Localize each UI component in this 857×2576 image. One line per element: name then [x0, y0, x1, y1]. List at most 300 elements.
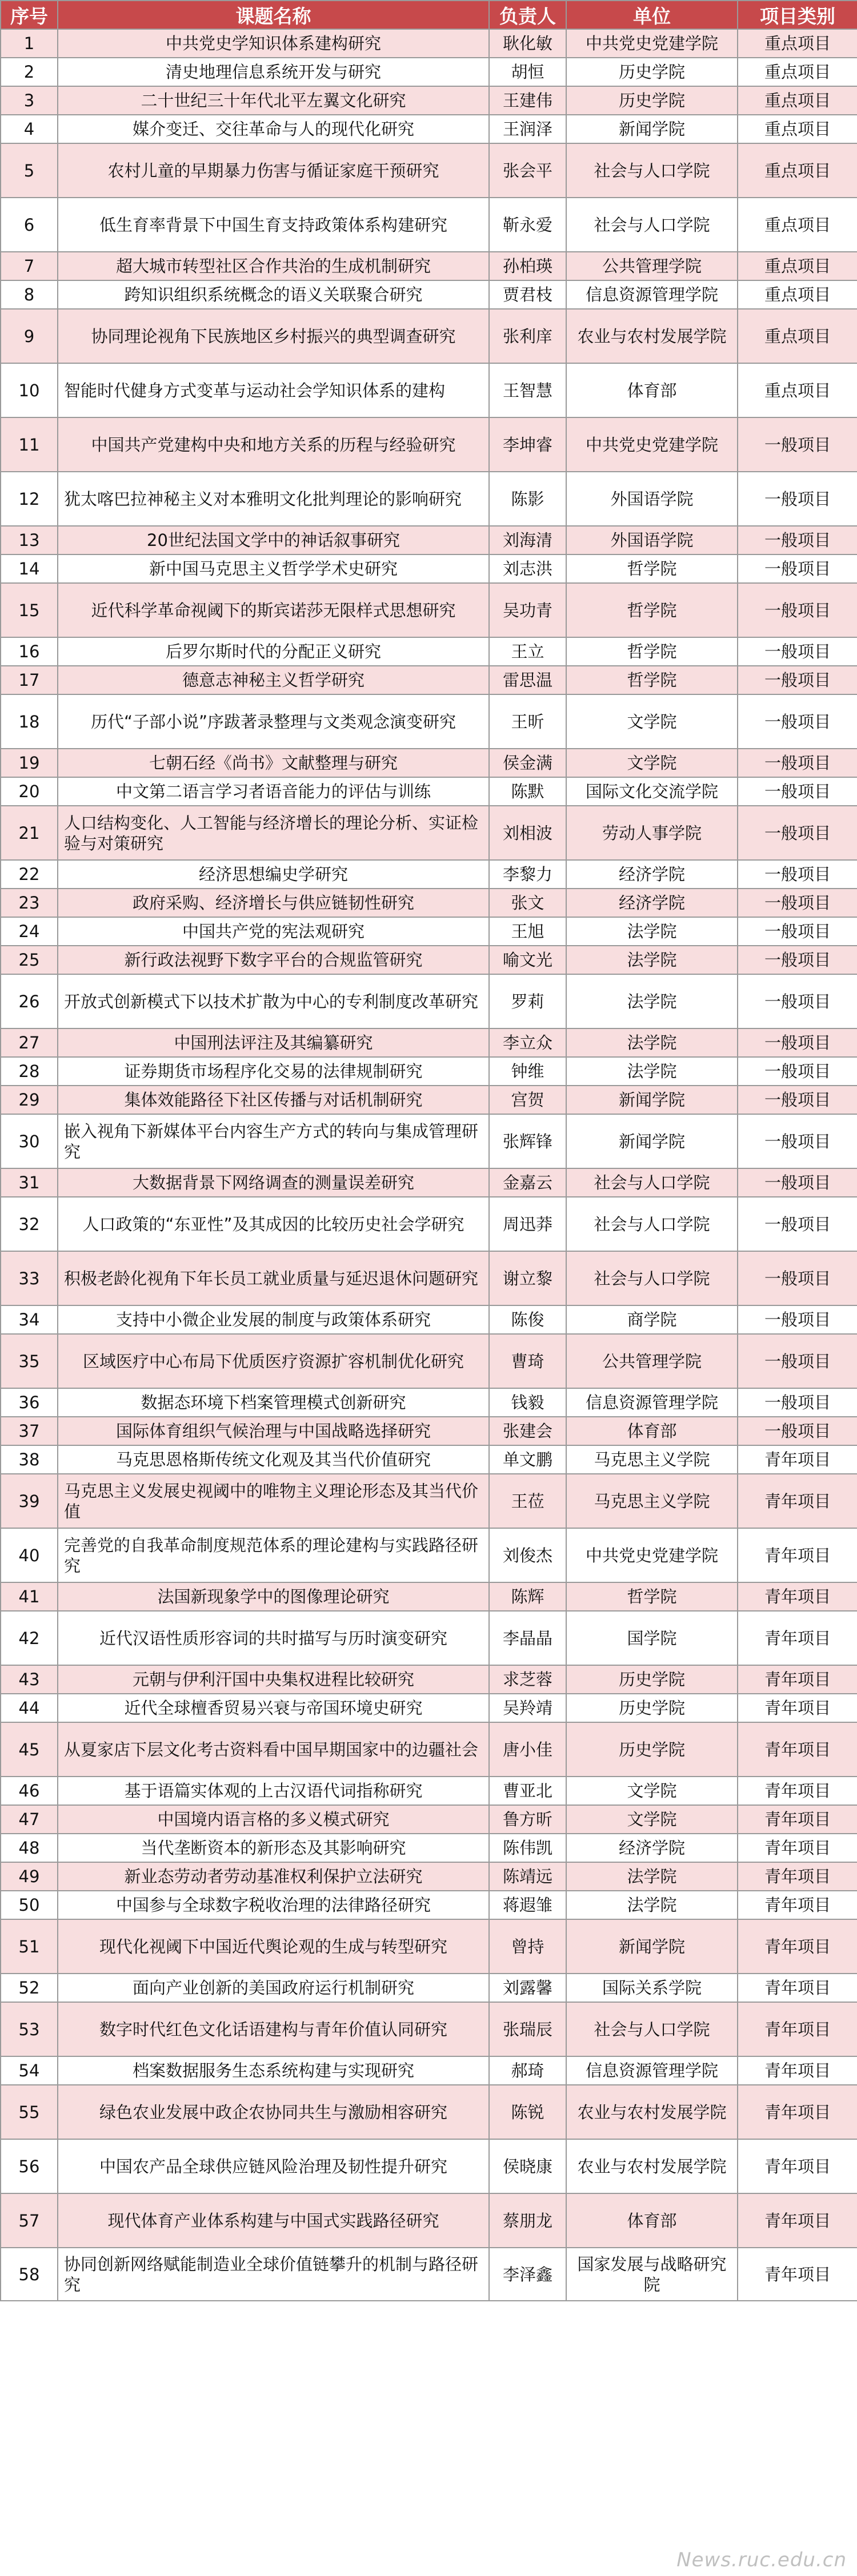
cell-number: 6: [1, 198, 58, 252]
cell-leader: 李黎力: [489, 860, 566, 889]
cell-category: 青年项目: [738, 1694, 857, 1722]
cell-number: 39: [1, 1474, 58, 1528]
cell-project-title: 中共党史学知识体系建构研究: [58, 29, 489, 58]
cell-number: 1: [1, 29, 58, 58]
cell-leader: 靳永爱: [489, 198, 566, 252]
cell-project-title: 基于语篇实体观的上古汉语代词指称研究: [58, 1777, 489, 1805]
table-row: [1, 58, 857, 86]
table-row: [1, 143, 857, 198]
cell-unit: 法学院: [566, 1028, 738, 1057]
table-row: [1, 1305, 857, 1334]
cell-number: 51: [1, 1919, 58, 1974]
cell-unit: 商学院: [566, 1305, 738, 1334]
cell-project-title: 清史地理信息系统开发与研究: [58, 58, 489, 86]
table-row: [1, 806, 857, 860]
cell-project-title: 德意志神秘主义哲学研究: [58, 666, 489, 694]
cell-category: 青年项目: [738, 1611, 857, 1665]
cell-number: 46: [1, 1777, 58, 1805]
table-row: [1, 1611, 857, 1665]
cell-number: 58: [1, 2248, 58, 2301]
cell-number: 27: [1, 1028, 58, 1057]
cell-project-title: 现代体育产业体系构建与中国式实践路径研究: [58, 2193, 489, 2248]
cell-project-title: 经济思想编史学研究: [58, 860, 489, 889]
table-row: [1, 666, 857, 694]
table-row: [1, 1028, 857, 1057]
cell-number: 35: [1, 1334, 58, 1388]
cell-category: 青年项目: [738, 1805, 857, 1834]
table-row: [1, 280, 857, 309]
cell-project-title: 七朝石经《尚书》文献整理与研究: [58, 749, 489, 777]
cell-leader: 吴功青: [489, 583, 566, 637]
table-row: [1, 1086, 857, 1114]
cell-category: 一般项目: [738, 1417, 857, 1445]
cell-project-title: 跨知识组织系统概念的语义关联聚合研究: [58, 280, 489, 309]
cell-project-title: 农村儿童的早期暴力伤害与循证家庭干预研究: [58, 143, 489, 198]
cell-project-title: 低生育率背景下中国生育支持政策体系构建研究: [58, 198, 489, 252]
cell-leader: 陈俊: [489, 1305, 566, 1334]
cell-leader: 张会平: [489, 143, 566, 198]
header-no: 序号: [1, 1, 58, 29]
cell-project-title: 法国新现象学中的图像理论研究: [58, 1582, 489, 1611]
cell-number: 37: [1, 1417, 58, 1445]
cell-category: 青年项目: [738, 2139, 857, 2193]
cell-project-title: 二十世纪三十年代北平左翼文化研究: [58, 86, 489, 115]
cell-number: 32: [1, 1197, 58, 1251]
cell-project-title: 当代垄断资本的新形态及其影响研究: [58, 1834, 489, 1862]
cell-category: 一般项目: [738, 806, 857, 860]
table-row: [1, 554, 857, 583]
table-row: [1, 2139, 857, 2193]
cell-unit: 公共管理学院: [566, 1334, 738, 1388]
cell-category: 一般项目: [738, 1028, 857, 1057]
cell-unit: 法学院: [566, 1057, 738, 1086]
table-row: [1, 472, 857, 526]
table-row: [1, 115, 857, 143]
cell-unit: 法学院: [566, 946, 738, 974]
cell-category: 重点项目: [738, 115, 857, 143]
cell-number: 3: [1, 86, 58, 115]
header-unit: 单位: [566, 1, 738, 29]
cell-category: 重点项目: [738, 29, 857, 58]
table-row: [1, 583, 857, 637]
site-watermark: News.ruc.edu.cn: [676, 2549, 847, 2571]
cell-unit: 新闻学院: [566, 1114, 738, 1168]
cell-unit: 新闻学院: [566, 115, 738, 143]
cell-category: 青年项目: [738, 2056, 857, 2085]
cell-project-title: 新行政法视野下数字平台的合规监管研究: [58, 946, 489, 974]
cell-leader: 曾持: [489, 1919, 566, 1974]
cell-unit: 社会与人口学院: [566, 143, 738, 198]
cell-project-title: 智能时代健身方式变革与运动社会学知识体系的建构: [58, 363, 489, 417]
cell-leader: 胡恒: [489, 58, 566, 86]
table-row: [1, 2085, 857, 2139]
cell-unit: 法学院: [566, 1862, 738, 1891]
cell-number: 18: [1, 694, 58, 749]
table-row: [1, 1388, 857, 1417]
cell-unit: 经济学院: [566, 860, 738, 889]
table-row: [1, 198, 857, 252]
cell-category: 一般项目: [738, 472, 857, 526]
cell-category: 重点项目: [738, 280, 857, 309]
cell-leader: 张瑞辰: [489, 2002, 566, 2056]
cell-project-title: 证券期货市场程序化交易的法律规制研究: [58, 1057, 489, 1086]
cell-leader: 蒋遐雏: [489, 1891, 566, 1919]
table-row: [1, 1474, 857, 1528]
cell-category: 一般项目: [738, 554, 857, 583]
cell-number: 50: [1, 1891, 58, 1919]
cell-project-title: 中国共产党建构中央和地方关系的历程与经验研究: [58, 417, 489, 472]
cell-project-title: 绿色农业发展中政企农协同共生与激励相容研究: [58, 2085, 489, 2139]
cell-category: 一般项目: [738, 946, 857, 974]
cell-project-title: 中国共产党的宪法观研究: [58, 917, 489, 946]
cell-number: 4: [1, 115, 58, 143]
cell-unit: 体育部: [566, 363, 738, 417]
cell-number: 5: [1, 143, 58, 198]
cell-project-title: 从夏家店下层文化考古资料看中国早期国家中的边疆社会: [58, 1722, 489, 1777]
cell-unit: 经济学院: [566, 1834, 738, 1862]
cell-category: 一般项目: [738, 889, 857, 917]
cell-number: 7: [1, 252, 58, 280]
cell-category: 一般项目: [738, 417, 857, 472]
cell-project-title: 数字时代红色文化话语建构与青年价值认同研究: [58, 2002, 489, 2056]
cell-leader: 刘俊杰: [489, 1528, 566, 1582]
table-row: [1, 1722, 857, 1777]
cell-number: 43: [1, 1665, 58, 1694]
table-row: [1, 1805, 857, 1834]
cell-category: 青年项目: [738, 1777, 857, 1805]
cell-leader: 金嘉云: [489, 1168, 566, 1197]
cell-unit: 历史学院: [566, 1722, 738, 1777]
cell-category: 重点项目: [738, 86, 857, 115]
table-row: [1, 309, 857, 363]
cell-unit: 社会与人口学院: [566, 1251, 738, 1305]
cell-number: 31: [1, 1168, 58, 1197]
cell-leader: 陈伟凯: [489, 1834, 566, 1862]
cell-number: 36: [1, 1388, 58, 1417]
cell-number: 19: [1, 749, 58, 777]
table-row: [1, 1528, 857, 1582]
cell-project-title: 协同创新网络赋能制造业全球价值链攀升的机制与路径研究: [58, 2248, 489, 2301]
cell-leader: 贾君枝: [489, 280, 566, 309]
cell-unit: 体育部: [566, 1417, 738, 1445]
cell-unit: 哲学院: [566, 666, 738, 694]
cell-project-title: 中文第二语言学习者语音能力的评估与训练: [58, 777, 489, 806]
table-row: [1, 1168, 857, 1197]
table-row: [1, 363, 857, 417]
cell-number: 21: [1, 806, 58, 860]
cell-unit: 国际文化交流学院: [566, 777, 738, 806]
cell-number: 29: [1, 1086, 58, 1114]
table-row: [1, 1665, 857, 1694]
cell-category: 一般项目: [738, 860, 857, 889]
cell-unit: 法学院: [566, 917, 738, 946]
cell-project-title: 新业态劳动者劳动基准权利保护立法研究: [58, 1862, 489, 1891]
table-row: [1, 252, 857, 280]
cell-project-title: 集体效能路径下社区传播与对话机制研究: [58, 1086, 489, 1114]
cell-leader: 王莅: [489, 1474, 566, 1528]
cell-leader: 求芝蓉: [489, 1665, 566, 1694]
cell-unit: 马克思主义学院: [566, 1474, 738, 1528]
cell-number: 11: [1, 417, 58, 472]
cell-number: 15: [1, 583, 58, 637]
cell-category: 一般项目: [738, 1334, 857, 1388]
cell-number: 41: [1, 1582, 58, 1611]
cell-category: 青年项目: [738, 1722, 857, 1777]
cell-category: 青年项目: [738, 1862, 857, 1891]
cell-category: 青年项目: [738, 2085, 857, 2139]
cell-number: 40: [1, 1528, 58, 1582]
cell-leader: 李坤睿: [489, 417, 566, 472]
cell-leader: 张建会: [489, 1417, 566, 1445]
cell-leader: 曹亚北: [489, 1777, 566, 1805]
cell-unit: 国学院: [566, 1611, 738, 1665]
cell-category: 一般项目: [738, 1251, 857, 1305]
cell-leader: 李泽鑫: [489, 2248, 566, 2301]
cell-number: 25: [1, 946, 58, 974]
cell-leader: 侯金满: [489, 749, 566, 777]
cell-unit: 新闻学院: [566, 1919, 738, 1974]
cell-leader: 钟维: [489, 1057, 566, 1086]
cell-unit: 经济学院: [566, 889, 738, 917]
cell-unit: 中共党史党建学院: [566, 1528, 738, 1582]
cell-leader: 蔡朋龙: [489, 2193, 566, 2248]
cell-unit: 社会与人口学院: [566, 2002, 738, 2056]
cell-category: 一般项目: [738, 974, 857, 1028]
table-row: [1, 1057, 857, 1086]
cell-number: 24: [1, 917, 58, 946]
cell-project-title: 大数据背景下网络调查的测量误差研究: [58, 1168, 489, 1197]
cell-unit: 哲学院: [566, 1582, 738, 1611]
table-row: [1, 417, 857, 472]
cell-project-title: 支持中小微企业发展的制度与政策体系研究: [58, 1305, 489, 1334]
cell-number: 48: [1, 1834, 58, 1862]
cell-leader: 陈靖远: [489, 1862, 566, 1891]
cell-number: 26: [1, 974, 58, 1028]
cell-category: 青年项目: [738, 1919, 857, 1974]
cell-number: 17: [1, 666, 58, 694]
cell-number: 13: [1, 526, 58, 554]
cell-leader: 李晶晶: [489, 1611, 566, 1665]
cell-unit: 农业与农村发展学院: [566, 309, 738, 363]
cell-number: 8: [1, 280, 58, 309]
cell-unit: 社会与人口学院: [566, 1197, 738, 1251]
cell-category: 一般项目: [738, 1086, 857, 1114]
cell-unit: 公共管理学院: [566, 252, 738, 280]
cell-unit: 历史学院: [566, 58, 738, 86]
cell-project-title: 近代全球檀香贸易兴衰与帝国环境史研究: [58, 1694, 489, 1722]
cell-unit: 外国语学院: [566, 526, 738, 554]
cell-project-title: 嵌入视角下新媒体平台内容生产方式的转向与集成管理研究: [58, 1114, 489, 1168]
table-row: [1, 1834, 857, 1862]
table-row: [1, 777, 857, 806]
cell-unit: 社会与人口学院: [566, 198, 738, 252]
cell-number: 45: [1, 1722, 58, 1777]
cell-leader: 单文鹏: [489, 1445, 566, 1474]
cell-unit: 文学院: [566, 749, 738, 777]
cell-project-title: 政府采购、经济增长与供应链韧性研究: [58, 889, 489, 917]
table-row: [1, 86, 857, 115]
cell-number: 52: [1, 1974, 58, 2002]
cell-category: 青年项目: [738, 1528, 857, 1582]
cell-project-title: 积极老龄化视角下年长员工就业质量与延迟退休问题研究: [58, 1251, 489, 1305]
cell-project-title: 犹太喀巴拉神秘主义对本雅明文化批判理论的影响研究: [58, 472, 489, 526]
cell-number: 44: [1, 1694, 58, 1722]
cell-number: 55: [1, 2085, 58, 2139]
cell-leader: 王智慧: [489, 363, 566, 417]
cell-unit: 国际关系学院: [566, 1974, 738, 2002]
cell-project-title: 历代“子部小说”序跋著录整理与文类观念演变研究: [58, 694, 489, 749]
table-row: [1, 1919, 857, 1974]
cell-category: 青年项目: [738, 1665, 857, 1694]
cell-leader: 鲁方昕: [489, 1805, 566, 1834]
table-row: [1, 889, 857, 917]
cell-leader: 谢立黎: [489, 1251, 566, 1305]
table-row: [1, 946, 857, 974]
cell-number: 56: [1, 2139, 58, 2193]
cell-number: 47: [1, 1805, 58, 1834]
table-row: [1, 1891, 857, 1919]
table-row: [1, 1334, 857, 1388]
cell-project-title: 开放式创新模式下以技术扩散为中心的专利制度改革研究: [58, 974, 489, 1028]
table-body: [1, 29, 857, 2301]
table-row: [1, 2056, 857, 2085]
cell-unit: 文学院: [566, 694, 738, 749]
cell-unit: 体育部: [566, 2193, 738, 2248]
table-row: [1, 1694, 857, 1722]
table-row: [1, 917, 857, 946]
cell-unit: 法学院: [566, 1891, 738, 1919]
cell-project-title: 中国农产品全球供应链风险治理及韧性提升研究: [58, 2139, 489, 2193]
cell-leader: 王昕: [489, 694, 566, 749]
cell-number: 54: [1, 2056, 58, 2085]
cell-number: 38: [1, 1445, 58, 1474]
table-row: [1, 2002, 857, 2056]
cell-leader: 张文: [489, 889, 566, 917]
cell-project-title: 中国刑法评注及其编纂研究: [58, 1028, 489, 1057]
cell-unit: 文学院: [566, 1777, 738, 1805]
cell-category: 重点项目: [738, 252, 857, 280]
cell-category: 重点项目: [738, 198, 857, 252]
table-row: [1, 1197, 857, 1251]
cell-category: 重点项目: [738, 58, 857, 86]
cell-unit: 历史学院: [566, 86, 738, 115]
cell-unit: 社会与人口学院: [566, 1168, 738, 1197]
cell-project-title: 中国参与全球数字税收治理的法律路径研究: [58, 1891, 489, 1919]
cell-leader: 陈锐: [489, 2085, 566, 2139]
cell-project-title: 马克思主义发展史视阈中的唯物主义理论形态及其当代价值: [58, 1474, 489, 1528]
cell-project-title: 近代科学革命视阈下的斯宾诺莎无限样式思想研究: [58, 583, 489, 637]
cell-project-title: 超大城市转型社区合作共治的生成机制研究: [58, 252, 489, 280]
cell-number: 10: [1, 363, 58, 417]
cell-leader: 陈默: [489, 777, 566, 806]
cell-unit: 中共党史党建学院: [566, 29, 738, 58]
table-row: [1, 749, 857, 777]
cell-category: 一般项目: [738, 1168, 857, 1197]
cell-category: 一般项目: [738, 749, 857, 777]
cell-category: 一般项目: [738, 526, 857, 554]
cell-leader: 张利庠: [489, 309, 566, 363]
cell-leader: 郝琦: [489, 2056, 566, 2085]
cell-unit: 历史学院: [566, 1665, 738, 1694]
cell-unit: 哲学院: [566, 637, 738, 666]
cell-project-title: 人口政策的“东亚性”及其成因的比较历史社会学研究: [58, 1197, 489, 1251]
cell-category: 一般项目: [738, 1057, 857, 1086]
cell-leader: 周迅莽: [489, 1197, 566, 1251]
table-row: [1, 2248, 857, 2301]
cell-leader: 曹琦: [489, 1334, 566, 1388]
cell-project-title: 区域医疗中心布局下优质医疗资源扩容机制优化研究: [58, 1334, 489, 1388]
header-lead: 负责人: [489, 1, 566, 29]
cell-category: 青年项目: [738, 1834, 857, 1862]
table-header: [1, 1, 857, 29]
cell-project-title: 元朝与伊利汗国中央集权进程比较研究: [58, 1665, 489, 1694]
cell-project-title: 完善党的自我革命制度规范体系的理论建构与实践路径研究: [58, 1528, 489, 1582]
cell-category: 青年项目: [738, 1582, 857, 1611]
cell-unit: 信息资源管理学院: [566, 1388, 738, 1417]
cell-project-title: 近代汉语性质形容词的共时描写与历时演变研究: [58, 1611, 489, 1665]
table-row: [1, 1974, 857, 2002]
table-row: [1, 1445, 857, 1474]
table-row: [1, 1114, 857, 1168]
cell-project-title: 人口结构变化、人工智能与经济增长的理论分析、实证检验与对策研究: [58, 806, 489, 860]
cell-unit: 劳动人事学院: [566, 806, 738, 860]
cell-leader: 唐小佳: [489, 1722, 566, 1777]
cell-project-title: 面向产业创新的美国政府运行机制研究: [58, 1974, 489, 2002]
cell-category: 一般项目: [738, 917, 857, 946]
cell-category: 重点项目: [738, 143, 857, 198]
cell-number: 23: [1, 889, 58, 917]
table-row: [1, 974, 857, 1028]
cell-category: 一般项目: [738, 637, 857, 666]
cell-leader: 刘露馨: [489, 1974, 566, 2002]
cell-number: 49: [1, 1862, 58, 1891]
cell-project-title: 国际体育组织气候治理与中国战略选择研究: [58, 1417, 489, 1445]
cell-leader: 陈辉: [489, 1582, 566, 1611]
cell-project-title: 数据态环境下档案管理模式创新研究: [58, 1388, 489, 1417]
cell-project-title: 协同理论视角下民族地区乡村振兴的典型调查研究: [58, 309, 489, 363]
cell-unit: 马克思主义学院: [566, 1445, 738, 1474]
table-row: [1, 860, 857, 889]
table-row: [1, 1417, 857, 1445]
cell-leader: 孙柏瑛: [489, 252, 566, 280]
cell-leader: 王立: [489, 637, 566, 666]
cell-category: 一般项目: [738, 1197, 857, 1251]
cell-category: 青年项目: [738, 2002, 857, 2056]
cell-unit: 信息资源管理学院: [566, 2056, 738, 2085]
cell-project-title: 档案数据服务生态系统构建与实现研究: [58, 2056, 489, 2085]
cell-category: 一般项目: [738, 777, 857, 806]
cell-category: 重点项目: [738, 363, 857, 417]
header-title: 课题名称: [58, 1, 489, 29]
table-row: [1, 1862, 857, 1891]
cell-number: 2: [1, 58, 58, 86]
cell-category: 一般项目: [738, 1114, 857, 1168]
cell-unit: 农业与农村发展学院: [566, 2139, 738, 2193]
cell-leader: 李立众: [489, 1028, 566, 1057]
cell-project-title: 中国境内语言格的多义模式研究: [58, 1805, 489, 1834]
cell-leader: 王建伟: [489, 86, 566, 115]
cell-category: 青年项目: [738, 1445, 857, 1474]
header-row: [1, 1, 857, 29]
cell-project-title: 媒介变迁、交往革命与人的现代化研究: [58, 115, 489, 143]
cell-category: 青年项目: [738, 2248, 857, 2301]
cell-leader: 张辉锋: [489, 1114, 566, 1168]
table-row: [1, 29, 857, 58]
cell-leader: 刘志洪: [489, 554, 566, 583]
cell-number: 9: [1, 309, 58, 363]
cell-category: 青年项目: [738, 2193, 857, 2248]
cell-category: 一般项目: [738, 1388, 857, 1417]
